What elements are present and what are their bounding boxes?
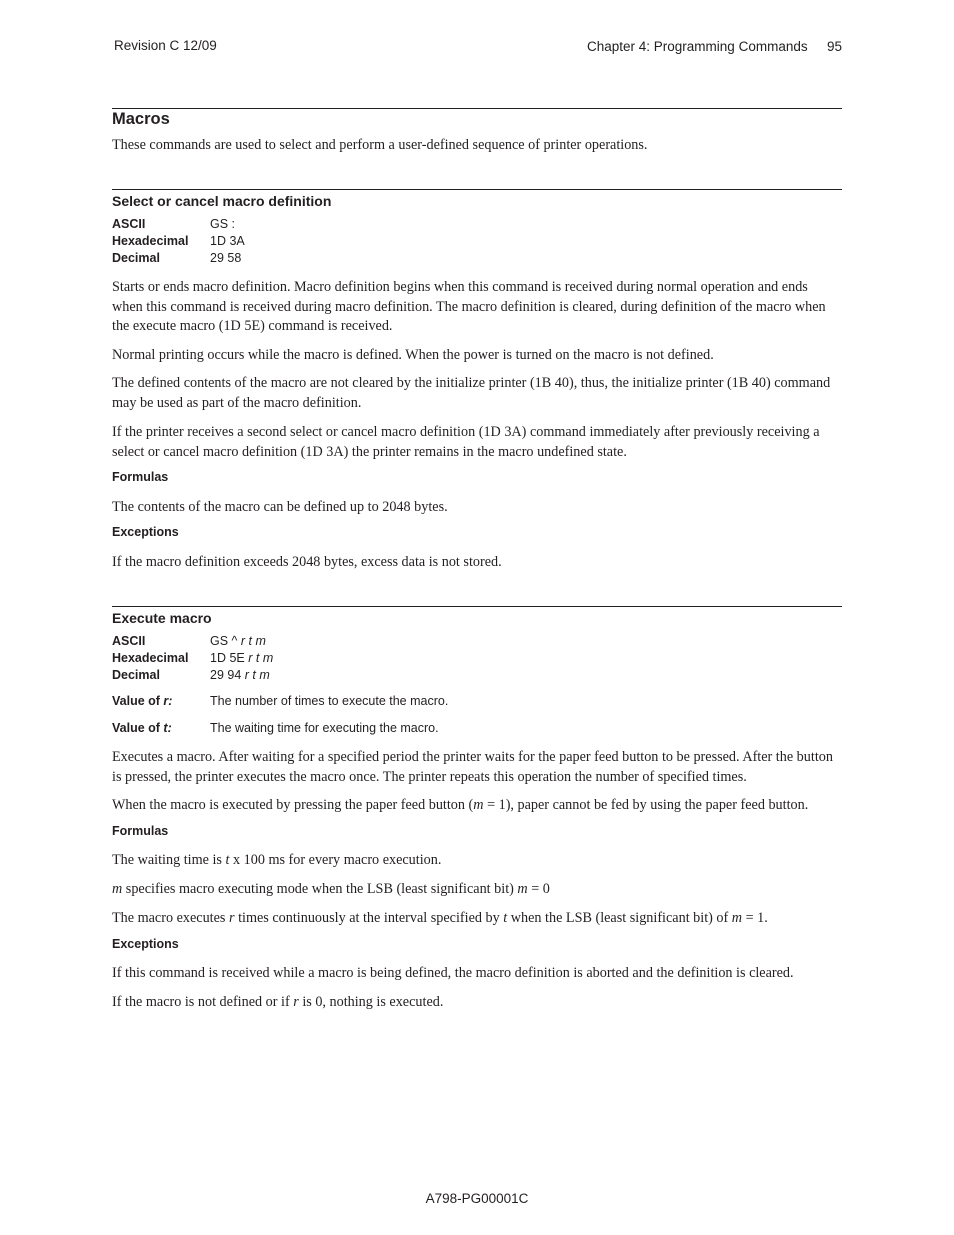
header-revision: Revision C 12/09	[114, 38, 217, 53]
section-divider-execute-macro	[112, 606, 842, 607]
code-bytes: 1D 5E	[210, 651, 245, 665]
header-page-number: 95	[827, 39, 843, 54]
macros-intro: These commands are used to select and perform a user-defined sequence of printer operations.	[112, 137, 648, 153]
select-macro-paragraph-4: If the printer receives a second select or cancel macro definition (1D 3A) command immediately after previously receiving a select or cancel macro definition (1D 3A) the printer remains in the macro undefined state.	[112, 424, 820, 460]
code-label: Hexadecimal	[112, 234, 189, 248]
section-divider-macros	[112, 108, 842, 109]
footer-doc-id: A798-PG00001C	[425, 1191, 529, 1206]
code-bytes: 29 94	[210, 668, 242, 682]
execute-macro-paragraph-2: When the macro is executed by pressing the paper feed button (m = 1), paper cannot be fed by using the paper feed button.	[112, 797, 809, 813]
header-chapter: Chapter 4: Programming Commands	[587, 39, 808, 54]
code-label: ASCII	[112, 634, 146, 648]
value-description: The waiting time for executing the macro.	[210, 721, 439, 735]
select-macro-formulas-heading: Formulas	[112, 470, 169, 484]
code-value: GS :	[210, 217, 236, 231]
execute-macro-exception-1: If this command is received while a macro is being defined, the macro definition is aborted and the definition is cleared.	[112, 965, 794, 981]
value-label: Value of r:	[112, 694, 173, 708]
value-label: Value of t:	[112, 721, 172, 735]
code-value	[210, 633, 266, 650]
execute-macro-formulas-heading: Formulas	[112, 824, 169, 838]
select-macro-paragraph-1: Starts or ends macro definition. Macro definition begins when this command is received during normal operation and ends when this command is received during macro definition. The macro definition is cleared, during definition of the macro when the execute macro (1D 5E) command is received.	[112, 279, 826, 334]
select-macro-exceptions-text: If the macro definition exceeds 2048 bytes, excess data is not stored.	[112, 554, 502, 570]
code-value: 29 58	[210, 251, 242, 265]
code-label: Hexadecimal	[112, 651, 189, 665]
code-params: r t m	[244, 668, 270, 682]
code-params: r t m	[248, 651, 274, 665]
code-bytes: GS ^	[210, 634, 238, 648]
section-title-select-macro: Select or cancel macro definition	[112, 193, 332, 209]
code-label: ASCII	[112, 217, 146, 231]
code-value	[210, 667, 270, 684]
execute-macro-exception-2: If the macro is not defined or if r is 0, nothing is executed.	[112, 994, 444, 1010]
code-value	[210, 650, 273, 667]
section-title-execute-macro: Execute macro	[112, 610, 212, 626]
section-title-macros: Macros	[112, 110, 170, 128]
code-label: Decimal	[112, 251, 160, 265]
code-label: Decimal	[112, 668, 160, 682]
select-macro-paragraph-2: Normal printing occurs while the macro is defined. When the power is turned on the macro is not defined.	[112, 347, 714, 363]
execute-macro-paragraph-1: Executes a macro. After waiting for a specified period the printer waits for the paper feed button to be pressed. After the button is pressed, the printer executes the macro once. The printer repeats this operation the number of specified times.	[112, 749, 833, 785]
select-macro-formulas-text: The contents of the macro can be defined up to 2048 bytes.	[112, 499, 448, 515]
execute-macro-formula-2: m specifies macro executing mode when the LSB (least significant bit) m = 0	[112, 881, 550, 897]
select-macro-exceptions-heading: Exceptions	[112, 525, 179, 539]
value-description: The number of times to execute the macro.	[210, 694, 449, 708]
section-divider-select-macro	[112, 189, 842, 190]
code-value: 1D 3A	[210, 234, 245, 248]
select-macro-paragraph-3: The defined contents of the macro are not cleared by the initialize printer (1B 40), thus, the initialize printer (1B 40) command may be used as part of the macro definition.	[112, 375, 831, 411]
execute-macro-formula-3: The macro executes r times continuously at the interval specified by t when the LSB (least significant bit) of m = 1.	[112, 910, 768, 926]
code-params: r t m	[240, 634, 266, 648]
execute-macro-exceptions-heading: Exceptions	[112, 937, 179, 951]
execute-macro-formula-1: The waiting time is t x 100 ms for every macro execution.	[112, 852, 442, 868]
